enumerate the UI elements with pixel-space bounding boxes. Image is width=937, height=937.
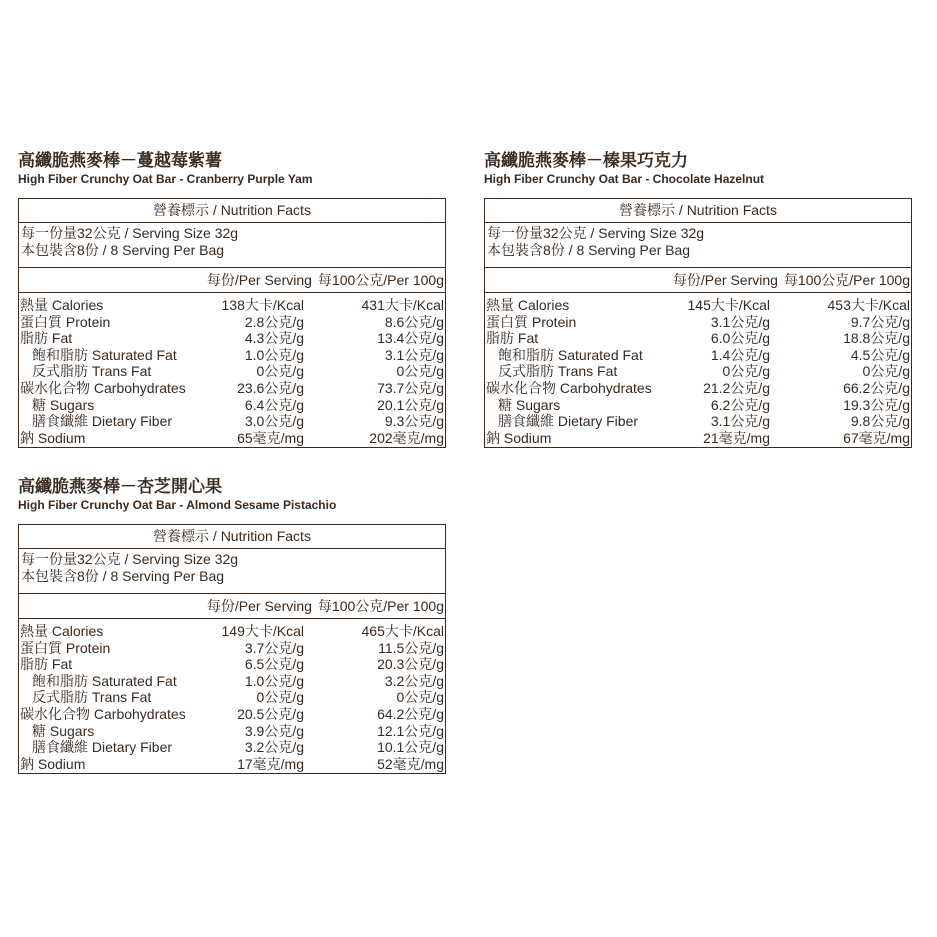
nutrient-row bbox=[485, 380, 911, 397]
servings-per-bag: 本包裝含8份 / 8 Serving Per Bag bbox=[21, 241, 225, 258]
nutrient-name: 脂肪 Fat bbox=[20, 330, 73, 347]
nutrient-name: 飽和脂肪 Saturated Fat bbox=[498, 346, 643, 363]
per-serving-value: 65毫克/mg bbox=[237, 429, 304, 446]
nutrient-name: 熱量 Calories bbox=[486, 297, 570, 313]
per-100g-value: 67毫克/mg bbox=[843, 429, 910, 446]
product-panel-almond-sesame-pistachio bbox=[18, 477, 446, 774]
column-headers bbox=[485, 268, 911, 293]
per-serving-value: 6.2公克/g bbox=[710, 396, 770, 413]
product-title-en: High Fiber Crunchy Oat Bar - Almond Sesame Pistachio bbox=[18, 498, 337, 512]
per-serving-value: 6.5公克/g bbox=[244, 656, 304, 673]
per-100g-value: 9.7公克/g bbox=[850, 313, 910, 330]
per-100g-value: 20.1公克/g bbox=[377, 396, 444, 413]
per-100g-value: 20.3公克/g bbox=[377, 656, 444, 673]
nutrient-row bbox=[19, 640, 445, 657]
per-100g-header: 每100公克/Per 100g bbox=[317, 598, 444, 614]
nutrient-row bbox=[485, 413, 911, 430]
nutrient-name: 碳水化合物 Carbohydrates bbox=[20, 379, 186, 396]
nutrition-facts-header: 營養標示 / Nutrition Facts bbox=[19, 525, 445, 549]
product-title-cn: 高纖脆燕麥棒－榛果巧克力 bbox=[484, 151, 688, 170]
per-100g-header: 每100公克/Per 100g bbox=[783, 272, 910, 288]
product-panel-chocolate-hazelnut bbox=[484, 151, 912, 448]
nutrient-name: 膳食纖維 Dietary Fiber bbox=[498, 413, 639, 430]
per-100g-value: 52毫克/mg bbox=[377, 755, 444, 772]
per-serving-value: 1.0公克/g bbox=[244, 672, 304, 689]
nutrient-row bbox=[485, 430, 911, 447]
nutrient-name: 膳食纖維 Dietary Fiber bbox=[32, 413, 173, 430]
per-serving-header: 每份/Per Serving bbox=[672, 272, 778, 288]
nutrient-rows bbox=[19, 293, 445, 447]
per-serving-value: 21.2公克/g bbox=[703, 379, 770, 396]
nutrient-row bbox=[19, 413, 445, 430]
per-serving-value: 0公克/g bbox=[256, 689, 304, 706]
nutrient-row bbox=[19, 656, 445, 673]
nutrient-name: 飽和脂肪 Saturated Fat bbox=[32, 672, 177, 689]
per-100g-value: 0公克/g bbox=[396, 689, 444, 706]
nutrient-row bbox=[485, 297, 911, 314]
per-serving-value: 2.8公克/g bbox=[244, 313, 304, 330]
per-serving-value: 0公克/g bbox=[722, 363, 770, 380]
per-serving-value: 145大卡/Kcal bbox=[687, 297, 770, 313]
nutrient-row bbox=[485, 314, 911, 331]
product-title-en: High Fiber Crunchy Oat Bar - Cranberry Purple Yam bbox=[18, 172, 313, 186]
per-100g-value: 9.8公克/g bbox=[850, 413, 910, 430]
nutrient-name: 膳食纖維 Dietary Fiber bbox=[32, 739, 173, 756]
nutrient-rows bbox=[19, 619, 445, 773]
nutrition-facts-table bbox=[484, 198, 912, 448]
nutrient-row bbox=[485, 347, 911, 364]
nutrient-name: 碳水化合物 Carbohydrates bbox=[486, 379, 652, 396]
per-serving-value: 1.0公克/g bbox=[244, 346, 304, 363]
nutrient-name: 飽和脂肪 Saturated Fat bbox=[32, 346, 177, 363]
per-serving-value: 17毫克/mg bbox=[237, 755, 304, 772]
product-title-cn: 高纖脆燕麥棒－杏芝開心果 bbox=[18, 477, 222, 496]
per-serving-header: 每份/Per Serving bbox=[206, 272, 312, 288]
per-serving-value: 3.0公克/g bbox=[244, 413, 304, 430]
per-serving-value: 20.5公克/g bbox=[237, 705, 304, 722]
per-100g-value: 19.3公克/g bbox=[843, 396, 910, 413]
nutrient-name: 蛋白質 Protein bbox=[486, 313, 577, 330]
nutrient-row bbox=[19, 430, 445, 447]
nutrient-row bbox=[19, 347, 445, 364]
per-serving-value: 1.4公克/g bbox=[710, 346, 770, 363]
nutrient-row bbox=[19, 706, 445, 723]
per-100g-value: 202毫克/mg bbox=[369, 429, 444, 446]
per-100g-value: 8.6公克/g bbox=[384, 313, 444, 330]
nutrient-row bbox=[19, 397, 445, 414]
per-100g-value: 73.7公克/g bbox=[377, 379, 444, 396]
nutrition-facts-table bbox=[18, 198, 446, 448]
nutrient-rows bbox=[485, 293, 911, 447]
per-100g-value: 9.3公克/g bbox=[384, 413, 444, 430]
nutrient-row bbox=[485, 363, 911, 380]
nutrient-name: 脂肪 Fat bbox=[20, 656, 73, 673]
per-serving-value: 3.1公克/g bbox=[710, 413, 770, 430]
nutrient-row bbox=[19, 623, 445, 640]
per-100g-value: 465大卡/Kcal bbox=[361, 623, 444, 639]
nutrient-name: 蛋白質 Protein bbox=[20, 313, 111, 330]
serving-size: 每一份量32公克 / Serving Size 32g bbox=[21, 551, 239, 567]
serving-info bbox=[19, 549, 445, 594]
per-serving-value: 3.1公克/g bbox=[710, 313, 770, 330]
nutrient-name: 鈉 Sodium bbox=[20, 755, 86, 772]
product-title-en: High Fiber Crunchy Oat Bar - Chocolate Hazelnut bbox=[484, 172, 765, 186]
per-100g-value: 64.2公克/g bbox=[377, 705, 444, 722]
nutrition-facts-header: 營養標示 / Nutrition Facts bbox=[19, 199, 445, 223]
serving-size: 每一份量32公克 / Serving Size 32g bbox=[21, 225, 239, 241]
per-100g-value: 3.1公克/g bbox=[384, 346, 444, 363]
nutrient-row bbox=[19, 689, 445, 706]
nutrient-row bbox=[485, 330, 911, 347]
servings-per-bag: 本包裝含8份 / 8 Serving Per Bag bbox=[21, 567, 225, 584]
per-100g-value: 13.4公克/g bbox=[377, 330, 444, 347]
nutrient-row bbox=[19, 673, 445, 690]
nutrient-name: 鈉 Sodium bbox=[20, 429, 86, 446]
per-serving-value: 4.3公克/g bbox=[244, 330, 304, 347]
nutrient-row bbox=[485, 397, 911, 414]
per-100g-value: 431大卡/Kcal bbox=[361, 297, 444, 313]
nutrient-name: 糖 Sugars bbox=[32, 722, 95, 739]
nutrient-name: 鈉 Sodium bbox=[486, 429, 552, 446]
nutrition-facts-header: 營養標示 / Nutrition Facts bbox=[485, 199, 911, 223]
serving-size: 每一份量32公克 / Serving Size 32g bbox=[487, 225, 705, 241]
per-100g-value: 12.1公克/g bbox=[377, 722, 444, 739]
per-100g-value: 11.5公克/g bbox=[378, 639, 444, 656]
per-100g-value: 18.8公克/g bbox=[843, 330, 910, 347]
per-serving-value: 3.2公克/g bbox=[244, 739, 304, 756]
column-headers bbox=[19, 594, 445, 619]
per-serving-value: 3.7公克/g bbox=[244, 639, 304, 656]
per-serving-value: 149大卡/Kcal bbox=[221, 623, 304, 639]
nutrient-name: 反式脂肪 Trans Fat bbox=[32, 363, 152, 380]
nutrient-name: 脂肪 Fat bbox=[486, 330, 539, 347]
per-100g-value: 0公克/g bbox=[862, 363, 910, 380]
nutrient-row bbox=[19, 756, 445, 773]
column-headers bbox=[19, 268, 445, 293]
serving-info bbox=[485, 223, 911, 268]
nutrient-row bbox=[19, 363, 445, 380]
nutrient-name: 糖 Sugars bbox=[498, 396, 561, 413]
per-serving-value: 6.0公克/g bbox=[710, 330, 770, 347]
per-serving-value: 138大卡/Kcal bbox=[221, 297, 304, 313]
per-serving-value: 6.4公克/g bbox=[244, 396, 304, 413]
per-100g-value: 453大卡/Kcal bbox=[827, 297, 910, 313]
per-100g-value: 10.1公克/g bbox=[377, 739, 444, 756]
nutrient-name: 熱量 Calories bbox=[20, 297, 104, 313]
nutrient-name: 熱量 Calories bbox=[20, 623, 104, 639]
product-panel-cranberry-purple-yam bbox=[18, 151, 446, 448]
per-100g-value: 3.2公克/g bbox=[384, 672, 444, 689]
nutrient-row bbox=[19, 723, 445, 740]
product-title-cn: 高纖脆燕麥棒－蔓越莓紫薯 bbox=[18, 151, 222, 170]
per-100g-header: 每100公克/Per 100g bbox=[317, 272, 444, 288]
per-serving-header: 每份/Per Serving bbox=[206, 598, 312, 614]
nutrient-row bbox=[19, 314, 445, 331]
nutrient-name: 反式脂肪 Trans Fat bbox=[498, 363, 618, 380]
per-serving-value: 21毫克/mg bbox=[703, 429, 770, 446]
nutrient-row bbox=[19, 380, 445, 397]
per-serving-value: 0公克/g bbox=[256, 363, 304, 380]
per-100g-value: 4.5公克/g bbox=[850, 346, 910, 363]
nutrient-row bbox=[19, 330, 445, 347]
per-100g-value: 0公克/g bbox=[396, 363, 444, 380]
serving-info bbox=[19, 223, 445, 268]
nutrient-name: 碳水化合物 Carbohydrates bbox=[20, 705, 186, 722]
per-serving-value: 3.9公克/g bbox=[244, 722, 304, 739]
per-serving-value: 23.6公克/g bbox=[237, 379, 304, 396]
nutrient-name: 反式脂肪 Trans Fat bbox=[32, 689, 152, 706]
nutrient-name: 蛋白質 Protein bbox=[20, 639, 111, 656]
nutrient-row bbox=[19, 739, 445, 756]
nutrient-row bbox=[19, 297, 445, 314]
per-100g-value: 66.2公克/g bbox=[843, 379, 910, 396]
nutrient-name: 糖 Sugars bbox=[32, 396, 95, 413]
nutrition-facts-table bbox=[18, 524, 446, 774]
servings-per-bag: 本包裝含8份 / 8 Serving Per Bag bbox=[487, 241, 691, 258]
